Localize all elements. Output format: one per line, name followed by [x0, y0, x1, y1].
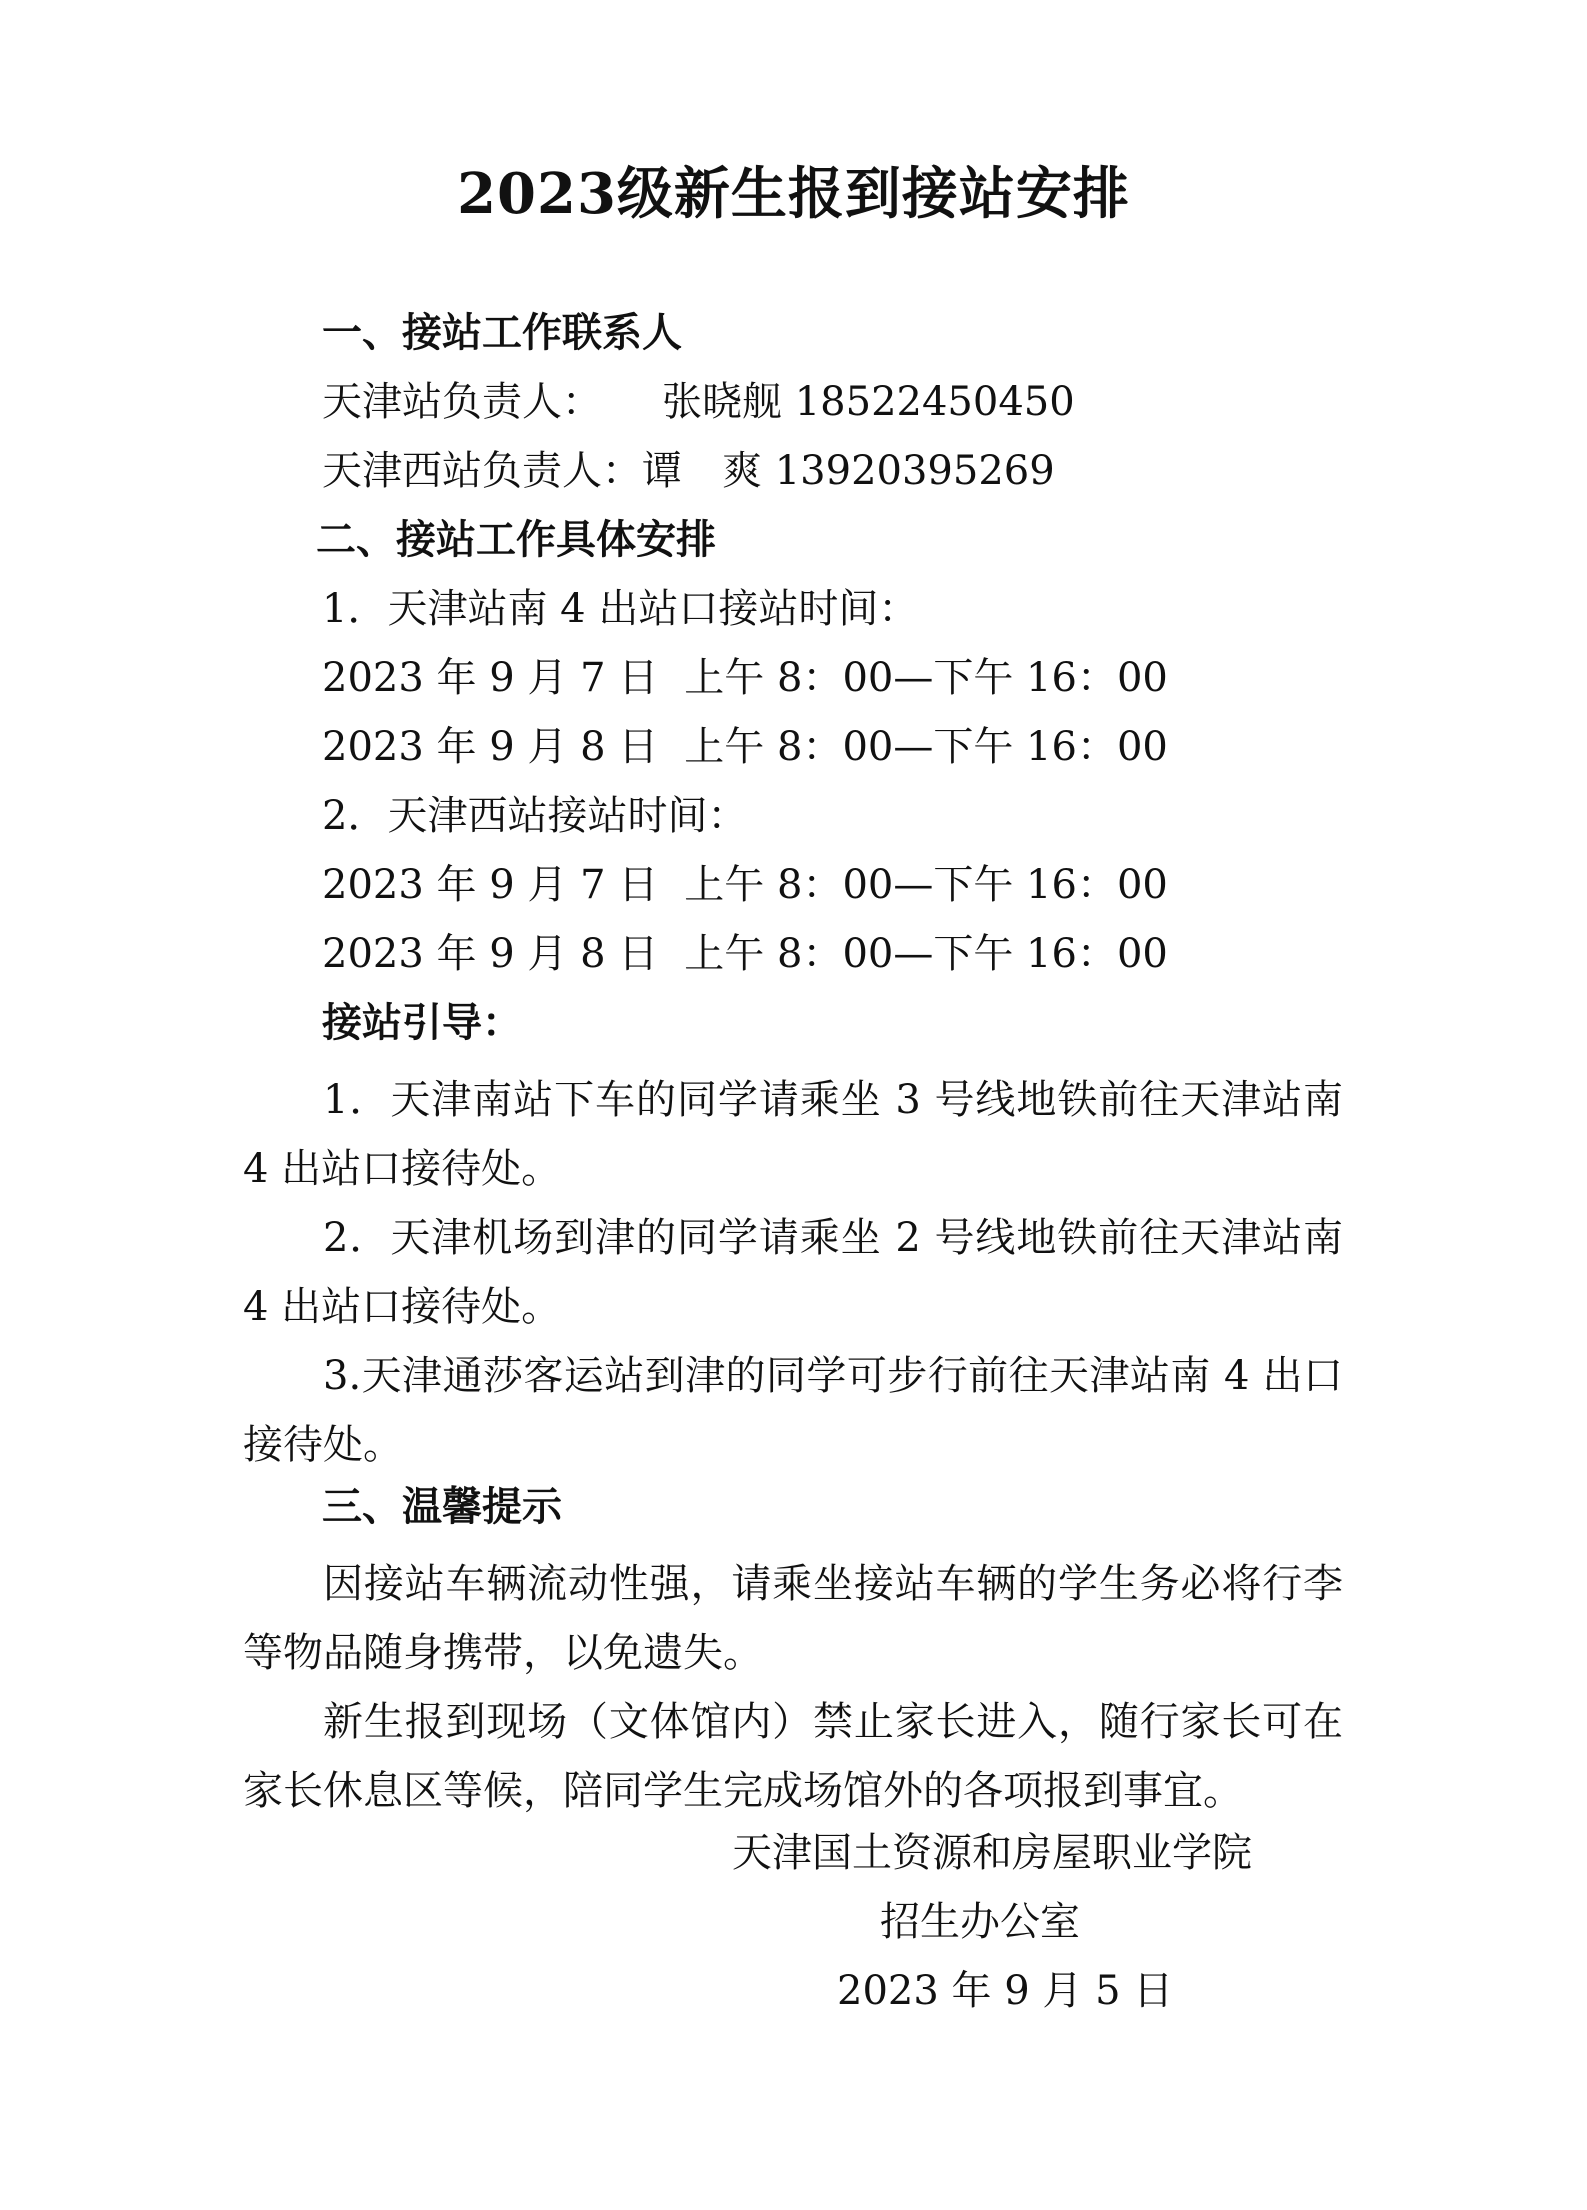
- schedule-row: [322, 724, 1168, 770]
- station1-label: 1．天津站南 4 出站口接站时间：: [322, 586, 919, 632]
- schedule-time: 上午 8：00—下午 16：00: [684, 862, 1168, 908]
- contact-phone: 13920395269: [774, 448, 1055, 494]
- contact-name: 谭 爽: [642, 448, 762, 494]
- contact-row: [322, 379, 1075, 425]
- schedule-time: 上午 8：00—下午 16：00: [684, 724, 1168, 770]
- section1-heading: 一、接站工作联系人: [322, 309, 682, 356]
- section2-heading: 二、接站工作具体安排: [316, 516, 716, 563]
- section3-heading: 三、温馨提示: [322, 1483, 562, 1530]
- contact-label: 天津西站负责人：: [322, 448, 642, 494]
- document-title: 2023级新生报到接站安排: [457, 161, 1130, 227]
- signature-date: 2023 年 9 月 5 日: [837, 1968, 1174, 2014]
- tip-paragraph: 因接站车辆流动性强，请乘坐接站车辆的学生务必将行李等物品随身携带，以免遗失。: [243, 1561, 1343, 1676]
- guide-item: 1．天津南站下车的同学请乘坐 3 号线地铁前往天津站南 4 出站口接待处。: [243, 1077, 1343, 1192]
- contact-phone: 18522450450: [794, 379, 1075, 425]
- schedule-time: 上午 8：00—下午 16：00: [684, 931, 1168, 977]
- schedule-date: 2023 年 9 月 8 日: [322, 931, 659, 977]
- tip-paragraph: 新生报到现场（文体馆内）禁止家长进入，随行家长可在家长休息区等候，陪同学生完成场馆外的各项报到事宜。: [243, 1699, 1343, 1814]
- signature-office: 招生办公室: [880, 1899, 1080, 1945]
- schedule-row: [322, 862, 1168, 908]
- contact-name: 张晓舰: [662, 379, 782, 425]
- schedule-date: 2023 年 9 月 7 日: [322, 655, 659, 701]
- contact-label: 天津站负责人：: [322, 379, 602, 425]
- schedule-row: [322, 931, 1168, 977]
- schedule-row: [322, 655, 1168, 701]
- guide-item: 2．天津机场到津的同学请乘坐 2 号线地铁前往天津站南 4 出站口接待处。: [243, 1215, 1343, 1330]
- schedule-date: 2023 年 9 月 8 日: [322, 724, 659, 770]
- schedule-date: 2023 年 9 月 7 日: [322, 862, 659, 908]
- guide-item: 3.天津通莎客运站到津的同学可步行前往天津站南 4 出口接待处。: [243, 1353, 1343, 1468]
- guide-heading: 接站引导：: [322, 999, 522, 1046]
- signature-org: 天津国土资源和房屋职业学院: [732, 1830, 1252, 1876]
- station2-label: 2．天津西站接站时间：: [322, 793, 748, 839]
- schedule-time: 上午 8：00—下午 16：00: [684, 655, 1168, 701]
- contact-row: [322, 448, 1055, 494]
